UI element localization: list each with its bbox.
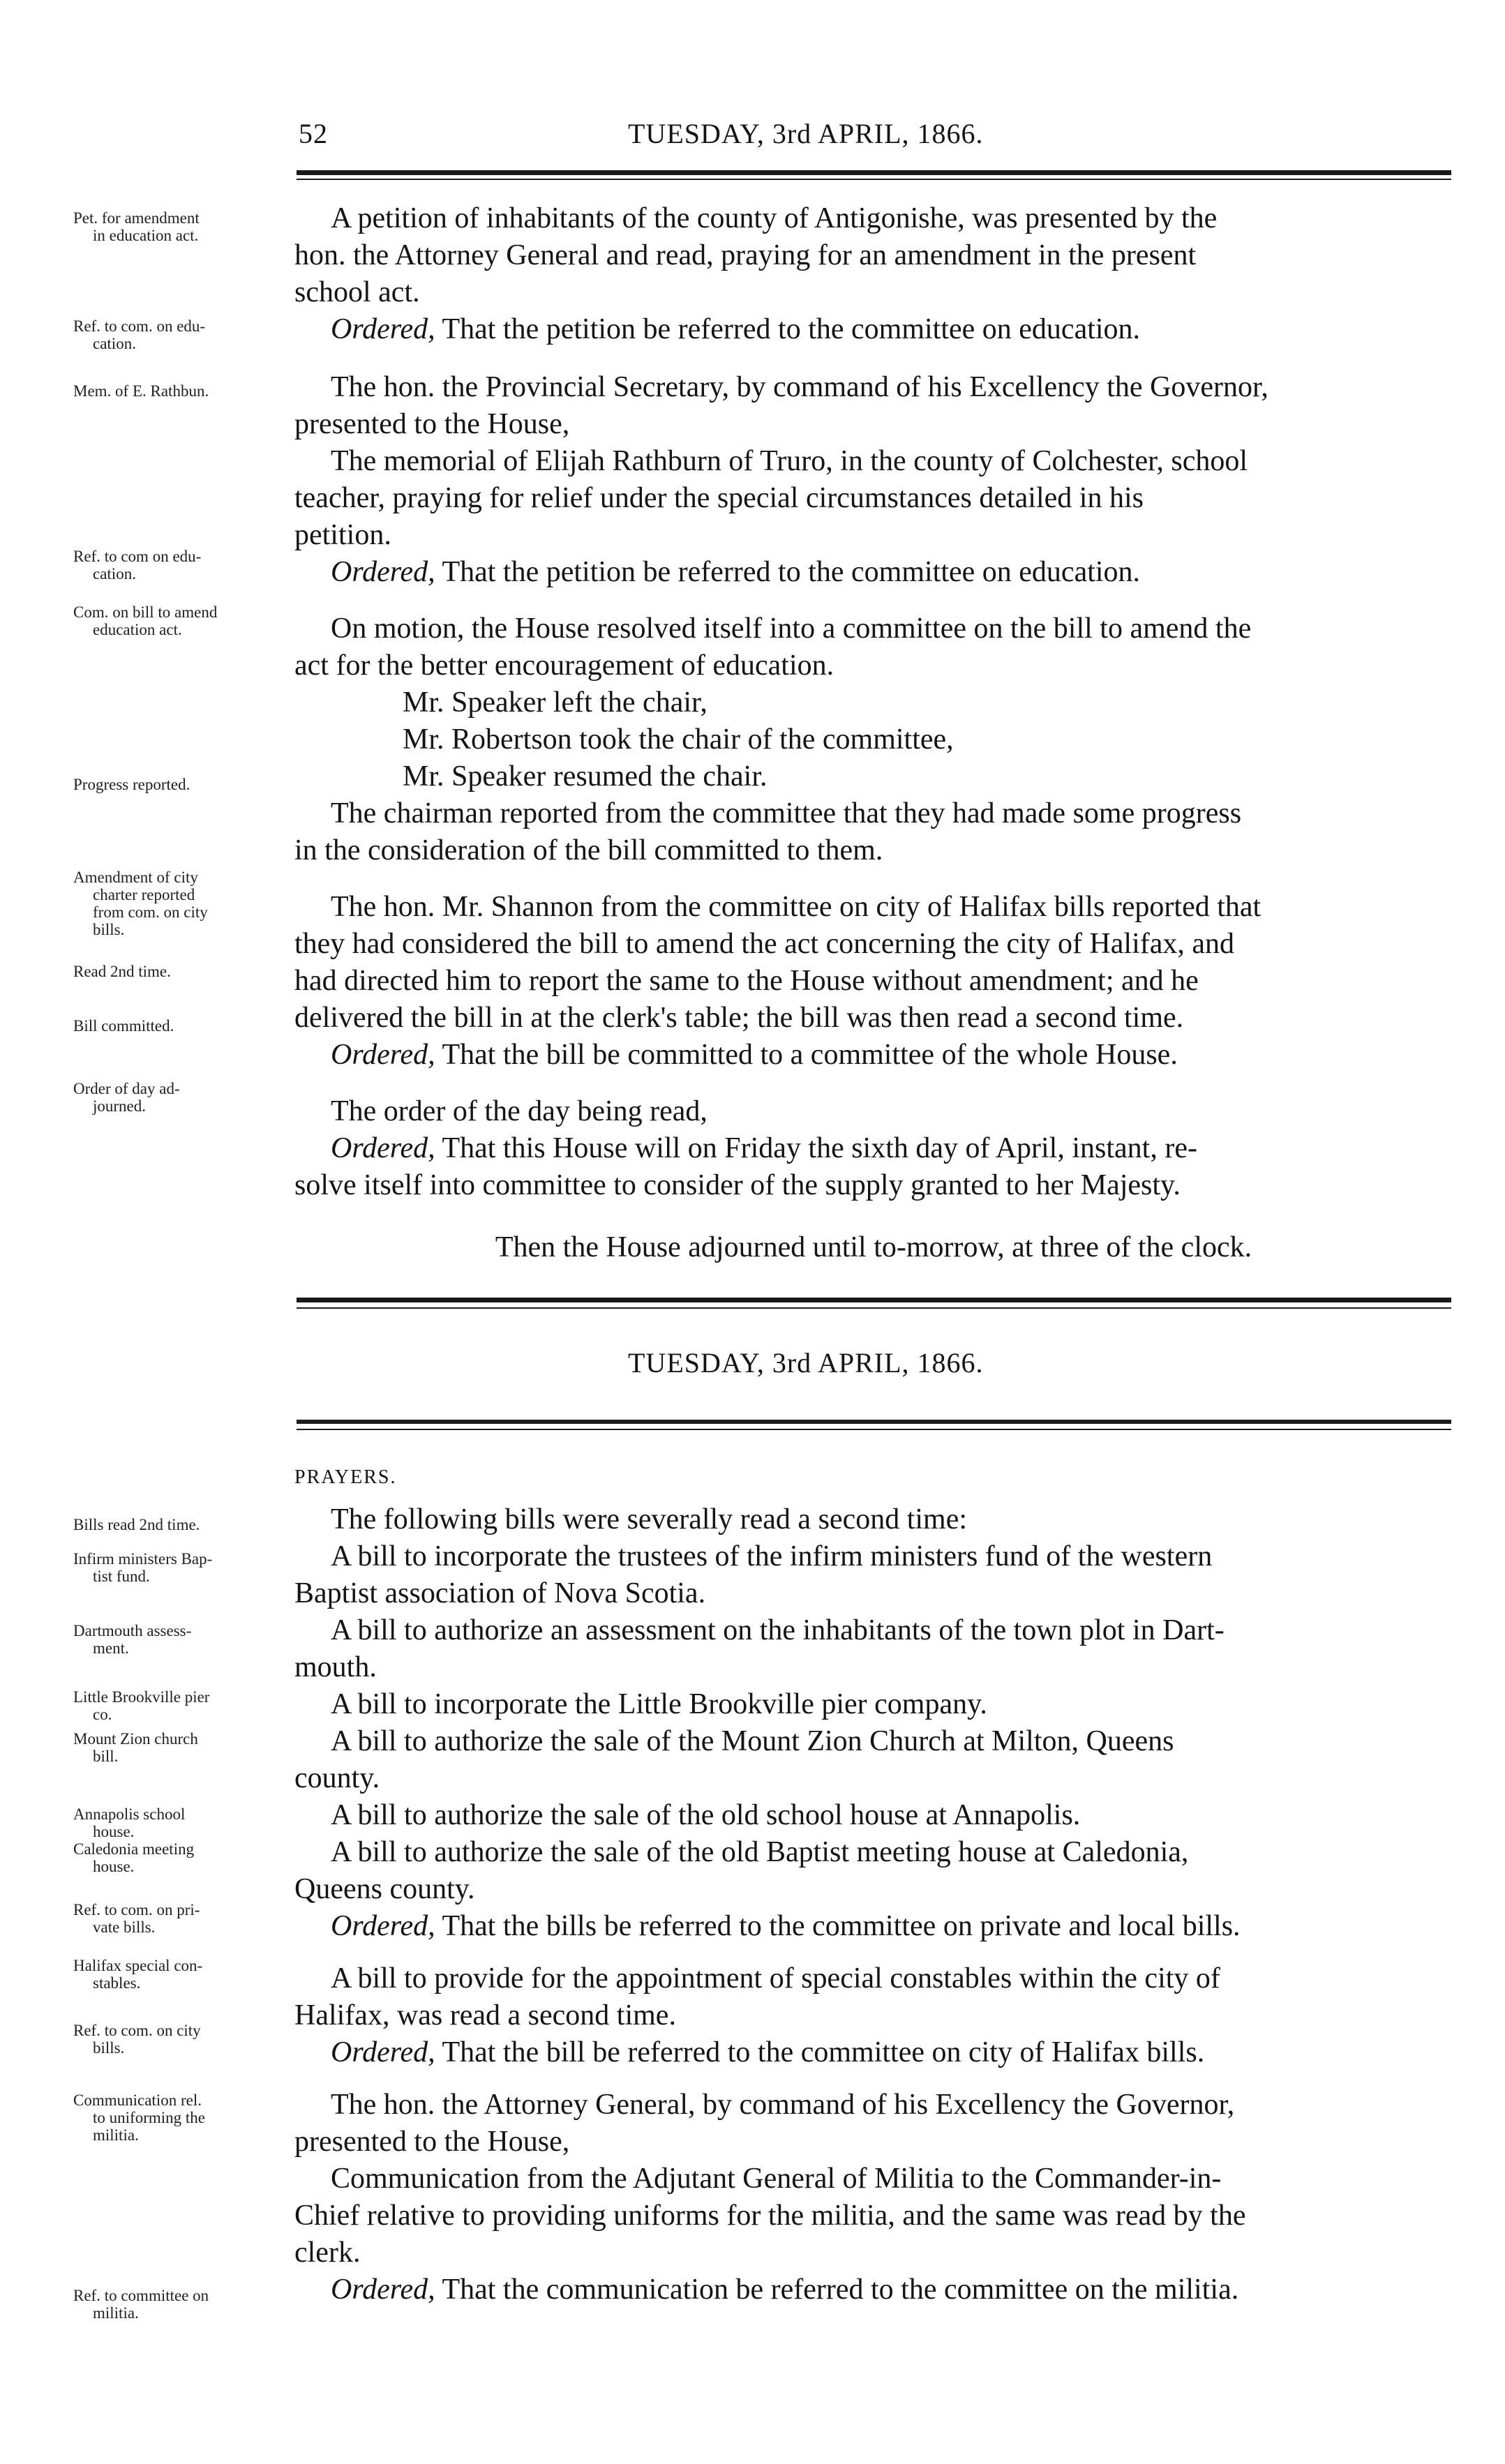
paragraph: A bill to incorporate the trustees of the infirm ministers fund of the western Baptist association of Nova Scotia.	[294, 1540, 1213, 1609]
paragraph: Ordered, That the bill be referred to the committee on city of Halifax bills.	[331, 2036, 1205, 2068]
section-rule-thick	[297, 1298, 1451, 1302]
adjournment-line: Then the House adjourned until to-morrow, at three of the clock.	[495, 1231, 1252, 1263]
paragraph: Ordered, That the petition be referred to the committee on education.	[331, 313, 1141, 345]
paragraph: A bill to authorize an assessment on the inhabitants of the town plot in Dart- mouth.	[294, 1614, 1225, 1683]
sidenote-ref-education-1: Ref. to com. on edu- cation.	[73, 317, 206, 352]
sidenote-brookville: Little Brookville pier co.	[73, 1688, 210, 1723]
paragraph: Ordered, That this House will on Friday the sixth day of April, instant, re- solve itself into committee to consider of the supply granted to her Majesty.	[294, 1132, 1197, 1201]
header-rule-thin	[297, 179, 1451, 180]
paragraph: A bill to authorize the sale of the old Baptist meeting house at Caledonia, Queens county.	[294, 1836, 1189, 1905]
sidenote-order-day: Order of day ad- journed.	[73, 1080, 180, 1115]
sidenote-memorial: Mem. of E. Rathbun.	[73, 382, 209, 400]
paragraph: A petition of inhabitants of the county of Antigonishe, was presented by the hon. the Attorney General and read, praying for an amendment in the present school act.	[294, 202, 1218, 308]
paragraph: A bill to authorize the sale of the Mount Zion Church at Milton, Queens county.	[294, 1725, 1174, 1794]
page-header: TUESDAY, 3rd APRIL, 1866.	[628, 118, 984, 149]
paragraph: Ordered, That the bills be referred to the committee on private and local bills.	[331, 1910, 1241, 1942]
sidenote-ref-militia: Ref. to committee on militia.	[73, 2287, 209, 2322]
sidenote-ref-city: Ref. to com. on city bills.	[73, 2022, 201, 2057]
paragraph: A bill to provide for the appointment of special constables within the city of Halifax, was read a second time.	[294, 1962, 1220, 2031]
paragraph: Mr. Speaker resumed the chair.	[403, 760, 768, 792]
sidenote-bills-read: Bills read 2nd time.	[73, 1516, 200, 1533]
paragraph: Ordered, That the communication be referred to the committee on the militia.	[331, 2274, 1239, 2306]
paragraph: The chairman reported from the committee that they had made some progress in the consideration of the bill committed to them.	[294, 797, 1242, 866]
session2-rule-thick	[297, 1420, 1451, 1424]
section-rule-thin	[297, 1307, 1451, 1309]
sidenote-amendment-city: Amendment of city charter reported from com. on city bills.	[73, 869, 208, 938]
paragraph: On motion, the House resolved itself into a committee on the bill to amend the act for the better encouragement of education.	[294, 613, 1252, 682]
sidenote-dartmouth: Dartmouth assess- ment.	[73, 1622, 192, 1657]
session2-header: TUESDAY, 3rd APRIL, 1866.	[628, 1347, 984, 1379]
header-rule-thick	[297, 170, 1451, 175]
paragraph: The order of the day being read,	[331, 1095, 707, 1127]
paragraph: A bill to incorporate the Little Brookville pier company.	[331, 1688, 987, 1720]
paragraph: The hon. Mr. Shannon from the committee on city of Halifax bills reported that they had considered the bill to amend the act concerning the city of Halifax, and had directed him to report the same to the House without amendment; and he delivered the bill in at the clerk's table; the bill was then read a second time.	[294, 891, 1261, 1034]
paragraph: Mr. Robertson took the chair of the committee,	[403, 723, 954, 756]
sidenote-read-2nd: Read 2nd time.	[73, 963, 171, 980]
paragraph: The hon. the Provincial Secretary, by command of his Excellency the Governor, presented to the House,	[294, 371, 1268, 440]
paragraph: Ordered, That the petition be referred to the committee on education.	[331, 556, 1141, 588]
sidenote-halifax-constables: Halifax special con- stables.	[73, 1957, 203, 1992]
sidenote-ref-education-2: Ref. to com on edu- cation.	[73, 548, 202, 583]
sidenote-progress: Progress reported.	[73, 776, 190, 793]
paragraph: Ordered, That the bill be committed to a committee of the whole House.	[331, 1039, 1178, 1071]
sidenote-communication: Communication rel. to uniforming the militia.	[73, 2091, 205, 2144]
paragraph: The hon. the Attorney General, by command of his Excellency the Governor, presented to the House,	[294, 2089, 1235, 2158]
session1-body	[294, 200, 1453, 1266]
session2-rule-thin	[297, 1429, 1451, 1430]
paragraph: A bill to authorize the sale of the old school house at Annapolis.	[331, 1799, 1081, 1831]
paragraph: The following bills were severally read a second time:	[331, 1503, 968, 1535]
sidenote-mount-zion: Mount Zion church bill.	[73, 1730, 198, 1765]
sidenote-infirm: Infirm ministers Bap- tist fund.	[73, 1550, 213, 1585]
paragraph: Communication from the Adjutant General of Militia to the Commander-in- Chief relative to providing uniforms for the militia, and the same was read by the clerk.	[294, 2163, 1246, 2269]
sidenote-caledonia: Caledonia meeting house.	[73, 1840, 195, 1875]
paragraph: Mr. Speaker left the chair,	[403, 686, 707, 719]
prayers-heading: PRAYERS.	[294, 1466, 397, 1488]
sidenote-committed: Bill committed.	[73, 1017, 174, 1035]
sidenote-annapolis: Annapolis school house.	[73, 1805, 186, 1840]
sidenote-committee-bill: Com. on bill to amend education act.	[73, 603, 218, 638]
sidenote-petition-amendment: Pet. for amendment in education act.	[73, 209, 200, 244]
sidenote-ref-private: Ref. to com. on pri- vate bills.	[73, 1901, 200, 1936]
paragraph: The memorial of Elijah Rathburn of Truro, in the county of Colchester, school teacher, praying for relief under the special circumstances detailed in his petition.	[294, 445, 1248, 551]
page-number: 52	[299, 118, 328, 149]
session2-body	[294, 1464, 1453, 2308]
